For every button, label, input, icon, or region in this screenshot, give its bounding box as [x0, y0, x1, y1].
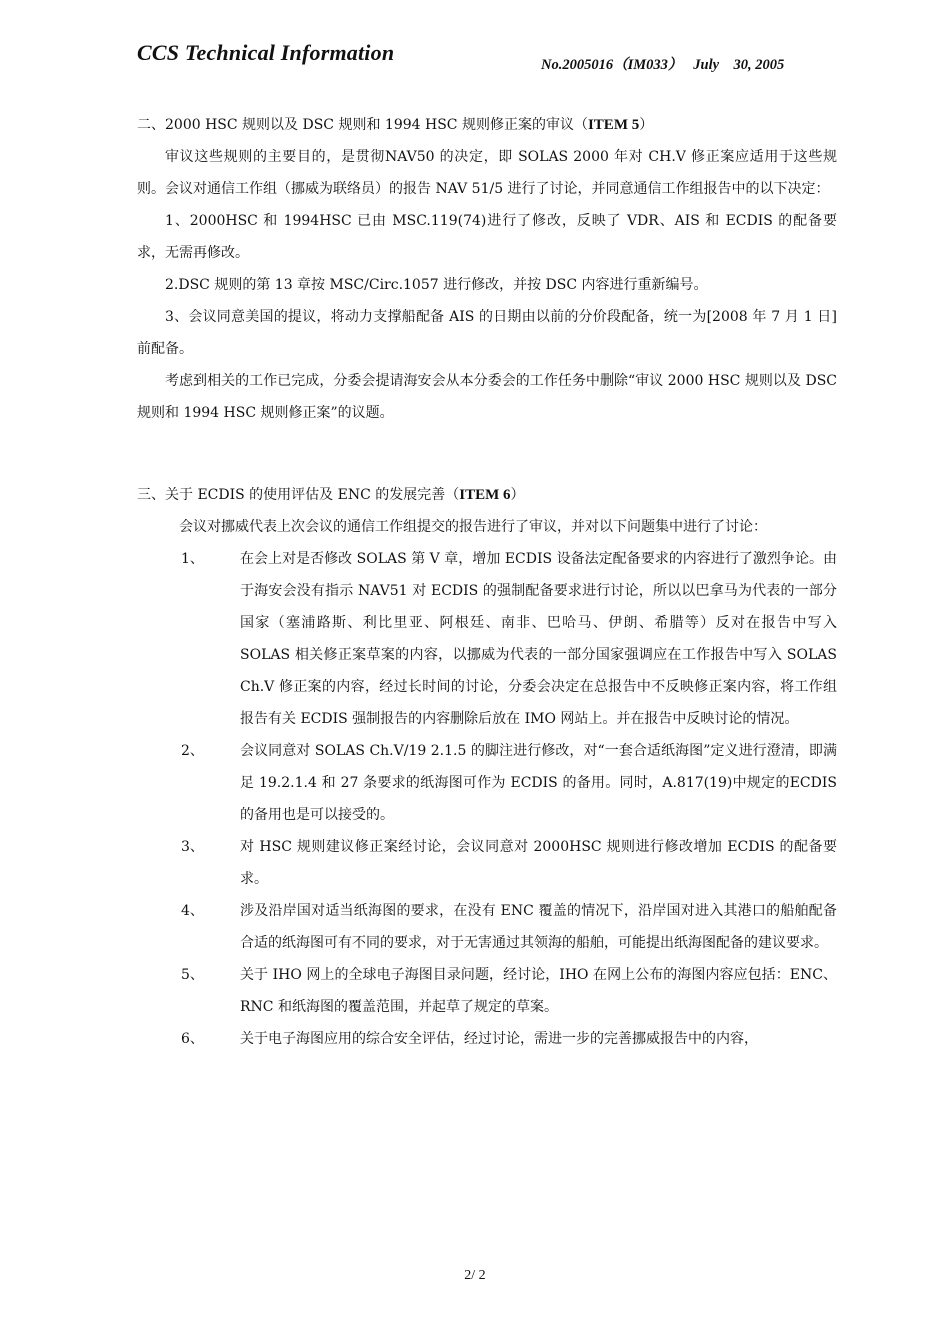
- document-body: [137, 109, 837, 1055]
- list-item-number: 3、: [181, 839, 204, 855]
- list-item: [137, 735, 837, 831]
- list-item-text: 在会上对是否修改 SOLAS 第 V 章，增加 ECDIS 设备法定配备要求的内容进行了激烈争论。由于海安会没有指示 NAV51 对 ECDIS 的强制配备要求进行讨论，所以以巴拿马为代表的一部分国家（塞浦路斯、利比里亚、阿根廷、南非、巴哈马、伊朗、希腊等）反对在报告中写入 SOLAS 相关修正案草案的内容，以挪威为代表的一部分国家强调应在工作报告中写入 SOLAS Ch.V 修正案的内容，经过长时间的讨论，分委会决定在总报告中不反映修正案内容，将工作组报告有关 ECDIS 强制报告的内容删除后放在 IMO 网站上。并在报告中反映讨论的情况。: [240, 551, 837, 727]
- section-2-item-tag: ITEM 5: [587, 117, 640, 133]
- section-3-heading: [137, 479, 837, 511]
- section-3-intro: 会议对挪威代表上次会议的通信工作组提交的报告进行了审议，并对以下问题集中进行了讨论：: [179, 519, 767, 535]
- list-item-text: 对 HSC 规则建议修正案经讨论，会议同意对 2000HSC 规则进行修改增加 ECDIS 的配备要求。: [240, 839, 837, 887]
- list-item-number: 1、: [181, 551, 204, 567]
- list-item: [137, 1023, 837, 1055]
- section-2-title-text: 二、2000 HSC 规则以及 DSC 规则和 1994 HSC 规则修正案的审议（: [137, 117, 588, 133]
- section-3-title-text: 三、关于 ECDIS 的使用评估及 ENC 的发展完善（: [137, 487, 460, 503]
- list-item-number: 5、: [181, 967, 204, 983]
- list-item-text: 关于电子海图应用的综合安全评估，经过讨论，需进一步的完善挪威报告中的内容，: [240, 1031, 758, 1047]
- document-number-date: No.2005016（IM033） July 30, 2005: [541, 57, 785, 73]
- section-2-paragraph: 1、2000HSC 和 1994HSC 已由 MSC.119(74)进行了修改，反映了 VDR、AIS 和 ECDIS 的配备要求，无需再修改。: [137, 213, 837, 261]
- section-gap: [137, 429, 837, 479]
- section-2-heading: [137, 109, 837, 141]
- page-number: 2/ 2: [464, 1268, 486, 1283]
- list-item: [137, 831, 837, 895]
- section-2-title-close: ）: [639, 117, 654, 133]
- list-item-text: 关于 IHO 网上的全球电子海图目录问题，经讨论，IHO 在网上公布的海图内容应包括：ENC、RNC 和纸海图的覆盖范围，并起草了规定的草案。: [240, 967, 837, 1015]
- section-2-paragraph: 2.DSC 规则的第 13 章按 MSC/Circ.1057 进行修改，并按 DSC 内容进行重新编号。: [165, 277, 708, 293]
- section-2-paragraph: 审议这些规则的主要目的，是贯彻NAV50 的决定，即 SOLAS 2000 年对 CH.V 修正案应适用于这些规则。会议对通信工作组（挪威为联络员）的报告 NAV 51/5 进行了讨论，并同意通信工作组报告中的以下决定：: [137, 149, 837, 197]
- document-header-title: CCS Technical Information: [137, 40, 395, 65]
- section-3-title-close: ）: [510, 487, 525, 503]
- list-item-text: 会议同意对 SOLAS Ch.V/19 2.1.5 的脚注进行修改，对“一套合适纸海图”定义进行澄清，即满足 19.2.1.4 和 27 条要求的纸海图可作为 ECDIS 的备用。同时，A.817(19)中规定的ECDIS 的备用也是可以接受的。: [240, 743, 837, 823]
- section-3-item-tag: ITEM 6: [459, 487, 511, 503]
- list-item-number: 6、: [181, 1031, 204, 1047]
- section-2-paragraph: 考虑到相关的工作已完成，分委会提请海安会从本分委会的工作任务中删除“审议 2000 HSC 规则以及 DSC 规则和 1994 HSC 规则修正案”的议题。: [137, 373, 837, 421]
- list-item: [137, 543, 837, 735]
- list-item-number: 4、: [181, 903, 204, 919]
- section-2-paragraph: 3、会议同意美国的提议，将动力支撑船配备 AIS 的日期由以前的分价段配备，统一为[2008 年 7 月 1 日]前配备。: [137, 309, 837, 357]
- list-item-number: 2、: [181, 743, 204, 759]
- list-item: [137, 895, 837, 959]
- list-item: [137, 959, 837, 1023]
- list-item-text: 涉及沿岸国对适当纸海图的要求，在没有 ENC 覆盖的情况下，沿岸国对进入其港口的船舶配备合适的纸海图可有不同的要求，对于无害通过其领海的船舶，可能提出纸海图配备的建议要求。: [240, 903, 837, 951]
